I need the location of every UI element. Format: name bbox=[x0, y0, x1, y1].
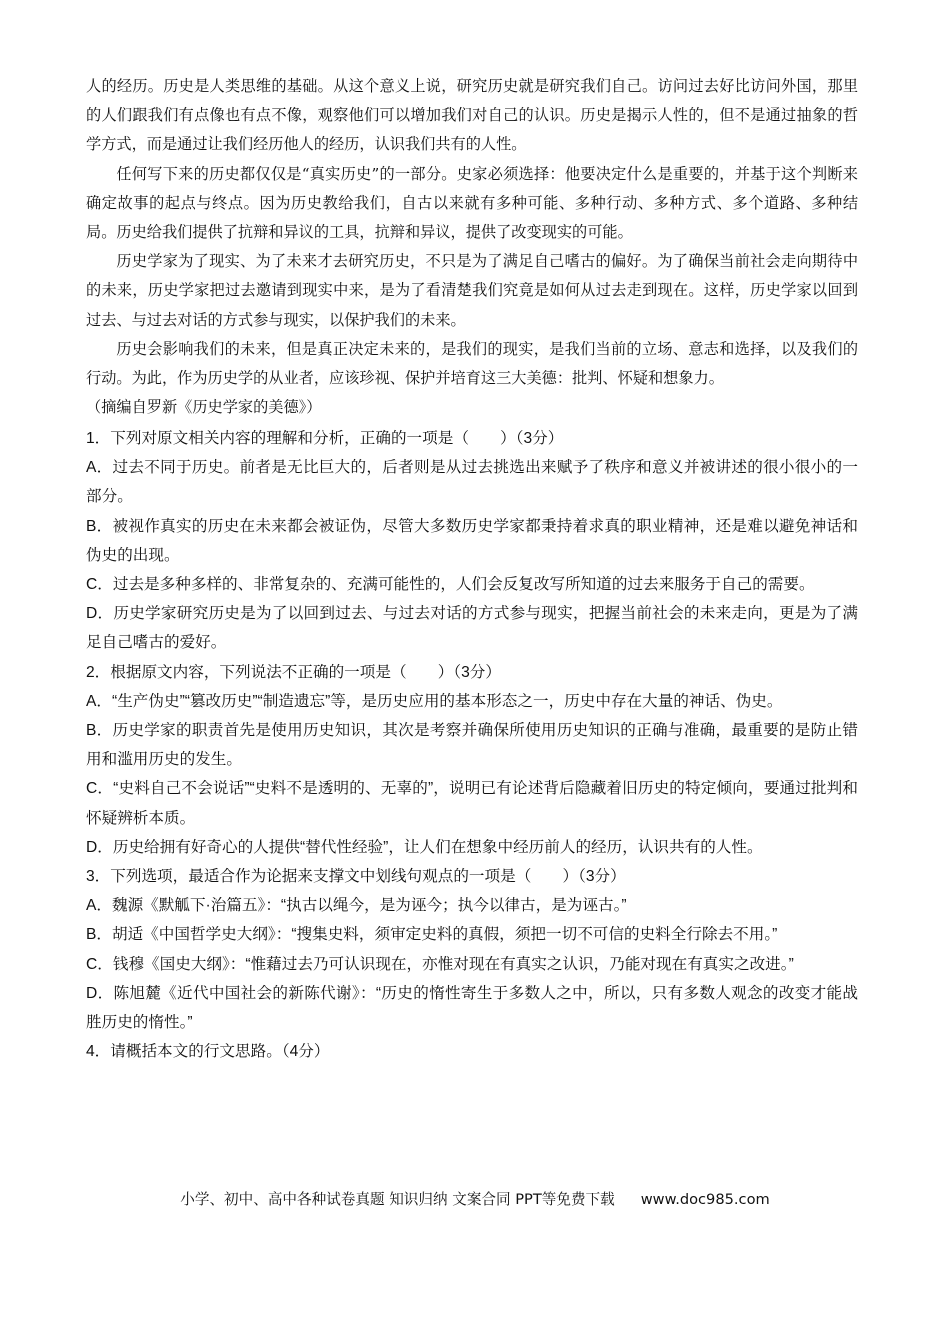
page-footer bbox=[0, 1188, 950, 1209]
question-3-option-a: A．魏源《默觚下·治篇五》：“执古以绳今，是为诬今；执今以律古，是为诬古。” bbox=[86, 897, 627, 915]
footer-text: 小学、初中、高中各种试卷真题 知识归纳 文案合同 PPT等免费下载 bbox=[180, 1191, 615, 1208]
question-2-option-d: D．历史给拥有好奇心的人提供“替代性经验”，让人们在想象中经历前人的经历，认识共有的人性。 bbox=[86, 838, 763, 856]
question-2-stem: 2．根据原文内容，下列说法不正确的一项是（ ）（3分） bbox=[86, 663, 501, 681]
question-2-option-c: C．“史料自己不会说话”“史料不是透明的、无辜的”，说明已有论述背后隐藏着旧历史的特定倾向，要通过批判和怀疑辨析本质。 bbox=[86, 780, 858, 827]
question-1-option-c: C．过去是多种多样的、非常复杂的、充满可能性的，人们会反复改写所知道的过去来服务于自己的需要。 bbox=[86, 576, 815, 594]
question-2-option-b: B．历史学家的职责首先是使用历史知识，其次是考察并确保所使用历史知识的正确与准确，最重要的是防止错用和滥用历史的发生。 bbox=[86, 722, 858, 769]
question-3-option-c: C．钱穆《国史大纲》：“惟藉过去乃可认识现在，亦惟对现在有真实之认识，乃能对现在有真实之改进。” bbox=[86, 955, 794, 973]
passage-paragraph-4: 历史会影响我们的未来，但是真正决定未来的，是我们的现实，是我们当前的立场、意志和选择，以及我们的行动。为此，作为历史学的从业者，应该珍视、保护并培育这三大美德：批判、怀疑和想象力。 bbox=[86, 339, 858, 388]
question-list bbox=[86, 424, 858, 1066]
question-3-option-d: D．陈旭麓《近代中国社会的新陈代谢》：“历史的惰性寄生于多数人之中，所以，只有多数人观念的改变才能战胜历史的惰性。” bbox=[86, 984, 858, 1032]
reading-passage bbox=[86, 72, 858, 422]
question-2-option-a: A．“生产伪史”“篡改历史”“制造遗忘”等，是历史应用的基本形态之一，历史中存在大量的神话、伪史。 bbox=[86, 692, 783, 710]
question-1-option-d: D．历史学家研究历史是为了以回到过去、与过去对话的方式参与现实，把握当前社会的未来走向，更是为了满足自己嗜古的爱好。 bbox=[86, 605, 858, 652]
question-4-stem: 4．请概括本文的行文思路。（4分） bbox=[86, 1043, 330, 1061]
question-1-option-a: A．过去不同于历史。前者是无比巨大的，后者则是从过去挑选出来赋予了秩序和意义并被讲述的很小很小的一部分。 bbox=[86, 459, 858, 506]
passage-paragraph-3: 历史学家为了现实、为了未来才去研究历史，不只是为了满足自己嗜古的偏好。为了确保当前社会走向期待中的未来，历史学家把过去邀请到现实中来，是为了看清楚我们究竟是如何从过去走到现在。这样，历史学家以回到过去、与过去对话的方式参与现实，以保护我们的未来。 bbox=[86, 252, 858, 329]
footer-site-link[interactable]: www.doc985.com bbox=[640, 1191, 770, 1208]
passage-source: （摘编自罗新《历史学家的美德》） bbox=[86, 398, 322, 417]
question-1-stem: 1．下列对原文相关内容的理解和分析，正确的一项是（ ）（3分） bbox=[86, 430, 564, 447]
passage-paragraph-1: 人的经历。历史是人类思维的基础。从这个意义上说，研究历史就是研究我们自己。访问过去好比访问外国，那里的人们跟我们有点像也有点不像，观察他们可以增加我们对自己的认识。历史是揭示人性的，但不是通过抽象的哲学方式，而是通过让我们经历他人的经历，认识我们共有的人性。 bbox=[86, 77, 858, 154]
passage-paragraph-2: 任何写下来的历史都仅仅是“真实历史”的一部分。史家必须选择：他要决定什么是重要的，并基于这个判断来确定故事的起点与终点。因为历史教给我们，自古以来就有多种可能、多种行动、多种方式、多个道路、多种结局。历史给我们提供了抗辩和异议的工具，抗辩和异议，提供了改变现实的可能。 bbox=[86, 164, 858, 242]
question-3-stem: 3．下列选项，最适合作为论据来支撑文中划线句观点的一项是（ ）（3分） bbox=[86, 868, 626, 886]
question-1-option-b: B．被视作真实的历史在未来都会被证伪，尽管大多数历史学家都秉持着求真的职业精神，还是难以避免神话和伪史的出现。 bbox=[86, 517, 858, 564]
question-3-option-b: B．胡适《中国哲学史大纲》：“搜集史料，须审定史料的真假，须把一切不可信的史料全行除去不用。” bbox=[86, 926, 778, 944]
